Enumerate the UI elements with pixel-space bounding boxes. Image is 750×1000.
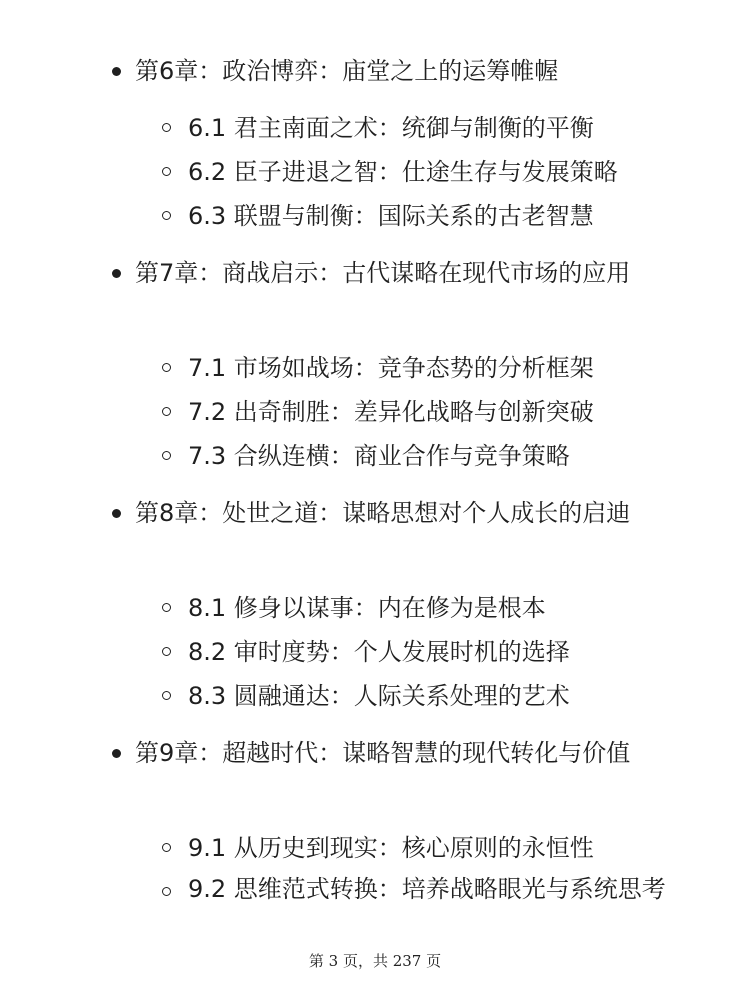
section-list bbox=[0, 586, 750, 718]
filled-bullet-icon bbox=[112, 749, 121, 758]
filled-bullet-icon bbox=[112, 67, 121, 76]
section-list bbox=[0, 106, 750, 238]
chapter-title: 第9章：超越时代：谋略智慧的现代转化与价值 bbox=[135, 739, 631, 767]
section-title: 6.2 臣子进退之智：仕途生存与发展策略 bbox=[188, 158, 618, 186]
hollow-bullet-icon bbox=[162, 843, 171, 852]
section-item bbox=[0, 390, 750, 434]
chapter-title: 第8章：处世之道：谋略思想对个人成长的启迪 bbox=[135, 499, 631, 527]
section-item bbox=[0, 630, 750, 674]
section-title: 7.3 合纵连横：商业合作与竞争策略 bbox=[188, 442, 570, 470]
chapter-heading bbox=[0, 494, 750, 533]
section-item bbox=[0, 674, 750, 718]
section-item bbox=[0, 826, 750, 870]
page-footer: 第 3 页，共 237 页 bbox=[308, 952, 442, 970]
section-title: 9.2 思维范式转换：培养战略眼光与系统思考 bbox=[188, 875, 666, 903]
section-item bbox=[0, 586, 750, 630]
hollow-bullet-icon bbox=[162, 603, 171, 612]
chapter-title: 第7章：商战启示：古代谋略在现代市场的应用 bbox=[135, 259, 631, 287]
hollow-bullet-icon bbox=[162, 123, 171, 132]
chapter-heading bbox=[0, 52, 750, 91]
chapter-item bbox=[0, 734, 750, 773]
section-title: 8.2 审时度势：个人发展时机的选择 bbox=[188, 638, 570, 666]
hollow-bullet-icon bbox=[162, 887, 171, 896]
section-item bbox=[0, 150, 750, 194]
section-list bbox=[0, 346, 750, 478]
chapter-heading bbox=[0, 734, 750, 773]
section-title: 7.2 出奇制胜：差异化战略与创新突破 bbox=[188, 398, 594, 426]
section-item bbox=[0, 346, 750, 390]
hollow-bullet-icon bbox=[162, 363, 171, 372]
section-title: 6.3 联盟与制衡：国际关系的古老智慧 bbox=[188, 202, 594, 230]
chapter-heading bbox=[0, 254, 750, 293]
filled-bullet-icon bbox=[112, 269, 121, 278]
section-item bbox=[0, 434, 750, 478]
chapter-item bbox=[0, 494, 750, 533]
section-item bbox=[0, 870, 750, 908]
chapter-title: 第6章：政治博弈：庙堂之上的运筹帷幄 bbox=[135, 57, 559, 85]
section-title: 8.3 圆融通达：人际关系处理的艺术 bbox=[188, 682, 570, 710]
hollow-bullet-icon bbox=[162, 167, 171, 176]
chapter-item bbox=[0, 52, 750, 91]
filled-bullet-icon bbox=[112, 509, 121, 518]
section-title: 9.1 从历史到现实：核心原则的永恒性 bbox=[188, 834, 594, 862]
hollow-bullet-icon bbox=[162, 407, 171, 416]
section-item bbox=[0, 106, 750, 150]
hollow-bullet-icon bbox=[162, 691, 171, 700]
hollow-bullet-icon bbox=[162, 647, 171, 656]
section-title: 8.1 修身以谋事：内在修为是根本 bbox=[188, 594, 546, 622]
section-title: 6.1 君主南面之术：统御与制衡的平衡 bbox=[188, 114, 594, 142]
section-list bbox=[0, 826, 750, 908]
hollow-bullet-icon bbox=[162, 211, 171, 220]
chapter-item bbox=[0, 254, 750, 293]
section-title: 7.1 市场如战场：竞争态势的分析框架 bbox=[188, 354, 594, 382]
section-item bbox=[0, 194, 750, 238]
hollow-bullet-icon bbox=[162, 451, 171, 460]
